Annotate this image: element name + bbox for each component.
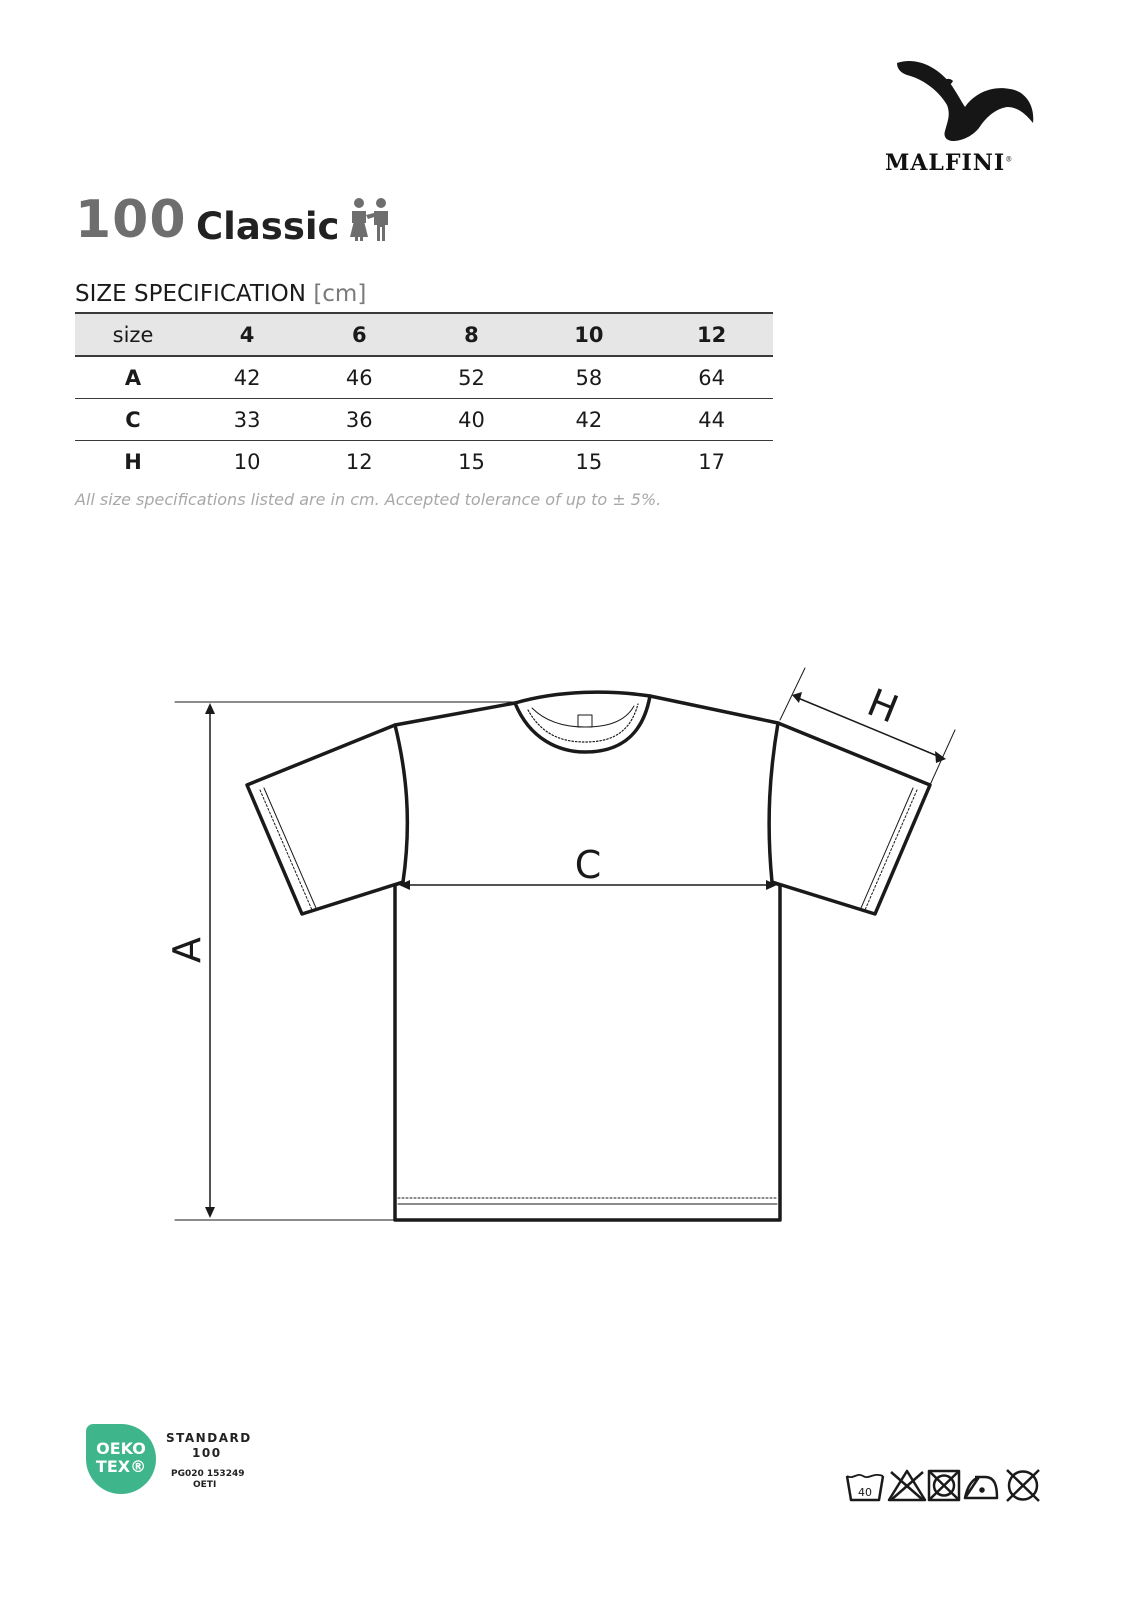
size-header: 10 (528, 313, 651, 356)
table-cell: 40 (415, 399, 527, 441)
no-dry-clean-icon (1007, 1470, 1039, 1501)
spec-title: SIZE SPECIFICATION (75, 281, 306, 307)
size-header: 6 (303, 313, 415, 356)
table-cell: 36 (303, 399, 415, 441)
table-cell: 12 (345, 449, 373, 474)
row-label: H (124, 449, 142, 474)
brand-name: MALFINI® (885, 150, 1014, 176)
product-code: 100 (75, 190, 187, 250)
oeko-standard: STANDARD (166, 1431, 252, 1445)
dimension-c-label: C (574, 843, 602, 887)
row-label: C (75, 399, 191, 441)
table-cell: 44 (650, 399, 773, 441)
wash-40-icon (847, 1475, 883, 1500)
size-table (75, 312, 773, 482)
tshirt-measurement-diagram (160, 660, 980, 1240)
no-bleach-icon (889, 1471, 925, 1500)
right-sleeve (772, 723, 930, 914)
table-cell: 15 (575, 449, 603, 474)
table-row (75, 441, 773, 483)
product-name: Classic (196, 205, 340, 248)
dimension-h-label: H (861, 680, 905, 732)
table-cell: 58 (528, 356, 651, 399)
size-header: 4 (191, 313, 303, 356)
oeko-tex-badge (86, 1424, 156, 1494)
collar (515, 696, 650, 752)
oeko-level: 100 (192, 1446, 222, 1460)
size-header: 12 (650, 313, 773, 356)
table-cell: 42 (528, 399, 651, 441)
spec-heading (75, 281, 366, 307)
table-row (75, 399, 773, 441)
left-sleeve (247, 725, 403, 914)
table-row (75, 356, 773, 399)
tolerance-note: All size specifications listed are in cm. Accepted tolerance of up to ± 5%. (75, 490, 662, 509)
size-header: 8 (415, 313, 527, 356)
wash-temp: 40 (858, 1486, 872, 1499)
oeko-line2: TEX® (95, 1457, 147, 1476)
no-tumble-dry-icon (929, 1471, 959, 1500)
spec-unit: [cm] (313, 281, 367, 307)
kids-icon (350, 197, 392, 243)
oeko-cert-id: PG020 153249 (171, 1469, 245, 1479)
oeko-org: OETI (193, 1480, 217, 1490)
table-cell: 17 (698, 449, 725, 474)
size-header-label: size (75, 313, 191, 356)
table-cell: 52 (415, 356, 527, 399)
table-cell: 10 (233, 449, 261, 474)
table-cell: 46 (303, 356, 415, 399)
eagle-logo-icon (895, 55, 1045, 150)
table-header-row (75, 313, 773, 356)
tshirt-outline (395, 692, 780, 1220)
care-symbols (845, 1468, 1045, 1502)
table-cell: 64 (650, 356, 773, 399)
table-cell: 15 (458, 449, 485, 474)
row-label: A (75, 356, 191, 399)
table-cell: 42 (191, 356, 303, 399)
dimension-a-label: A (165, 937, 209, 963)
table-cell: 33 (191, 399, 303, 441)
iron-low-icon (965, 1477, 997, 1498)
oeko-line1: OEKO (96, 1439, 146, 1458)
